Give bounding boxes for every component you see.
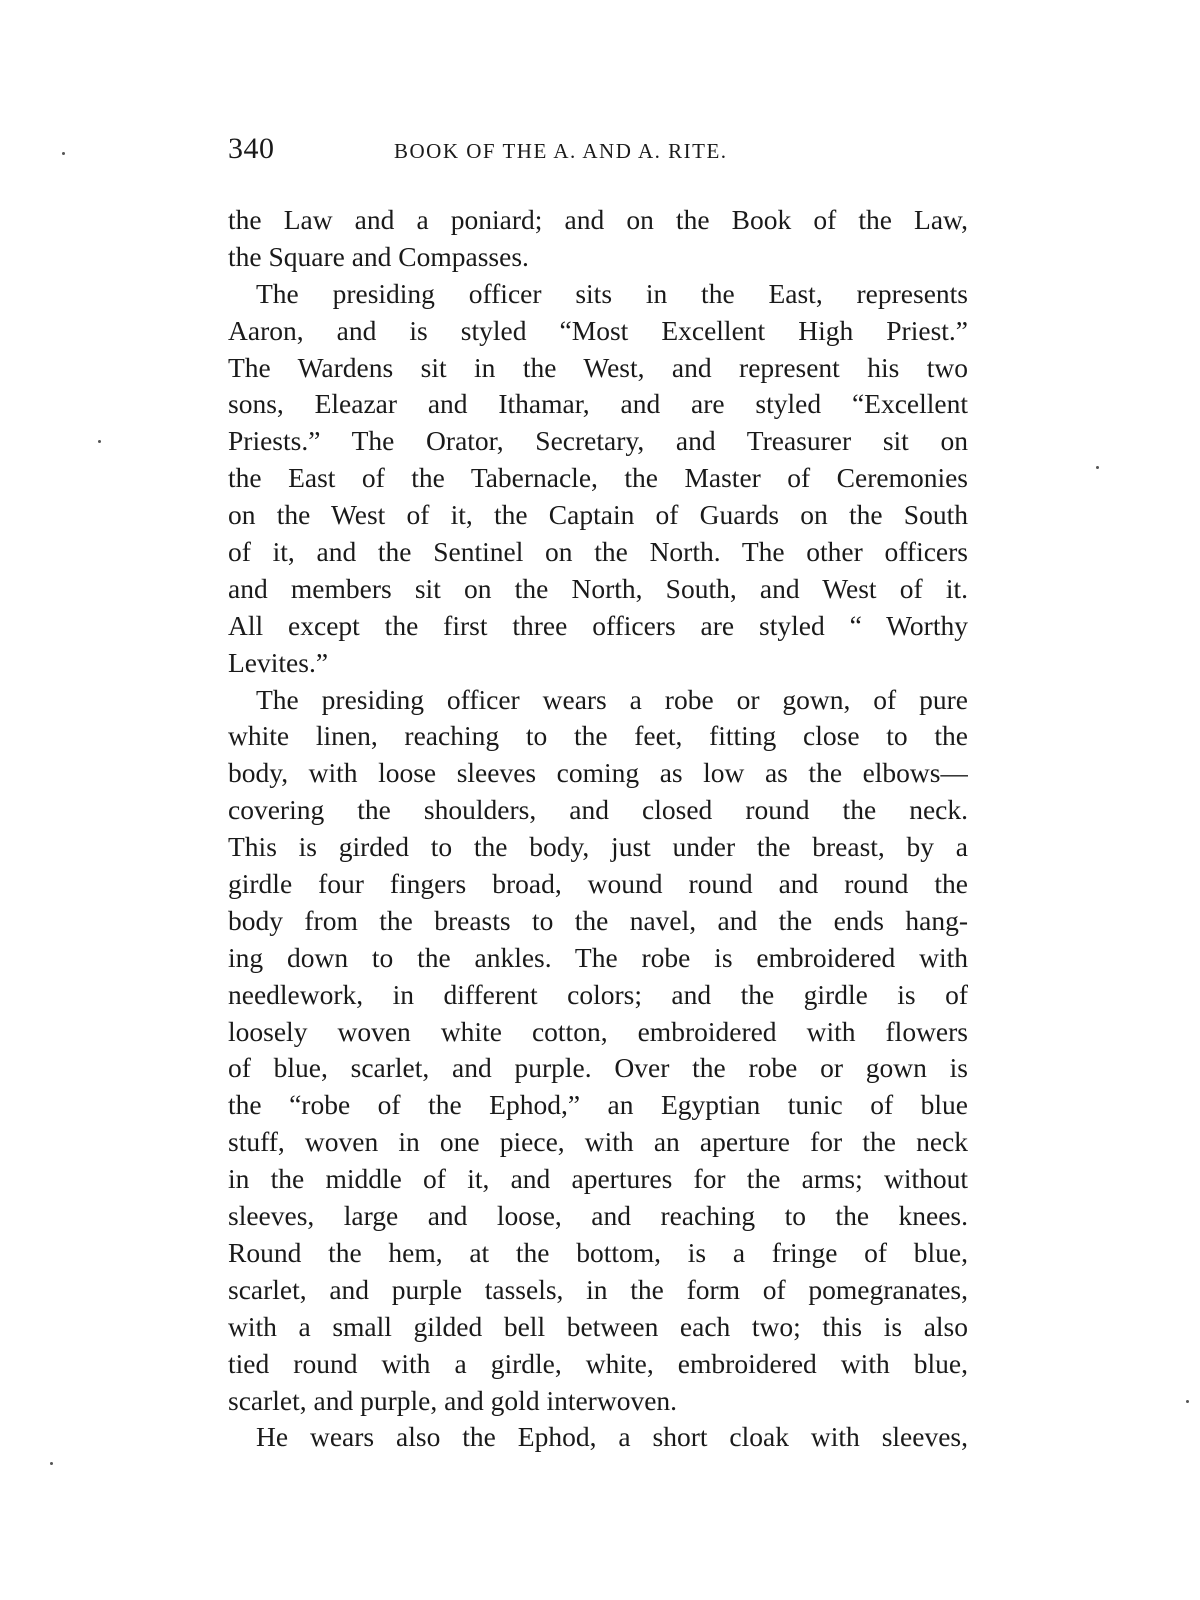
text-line: The presiding officer sits in the East, represents <box>256 277 968 309</box>
text-line: and members sit on the North, South, and West of it. <box>228 572 968 604</box>
text-line: sleeves, large and loose, and reaching to the knees. <box>228 1200 968 1232</box>
page-number: 340 <box>228 132 275 165</box>
text-line: on the West of it, the Captain of Guards on the South <box>228 499 968 531</box>
text-line: of blue, scarlet, and purple. Over the robe or gown is <box>228 1052 968 1084</box>
text-line: Priests.” The Orator, Secretary, and Treasurer sit on <box>228 425 968 457</box>
text-line: This is girded to the body, just under the breast, by a <box>228 831 968 863</box>
text-line: sons, Eleazar and Ithamar, and are styled “Excellent <box>228 388 968 420</box>
text-line: white linen, reaching to the feet, fitting close to the <box>228 720 968 752</box>
text-line: Levites.” <box>228 646 329 678</box>
scan-speck <box>50 1462 53 1465</box>
scan-speck <box>1186 1400 1189 1403</box>
text-line: The presiding officer wears a robe or gown, of pure <box>256 683 968 715</box>
running-head: BOOK OF THE A. AND A. RITE. <box>394 139 728 163</box>
text-line: He wears also the Ephod, a short cloak with sleeves, <box>256 1421 968 1453</box>
text-line: Aaron, and is styled “Most Excellent High Priest.” <box>228 314 968 346</box>
text-line: stuff, woven in one piece, with an aperture for the neck <box>228 1126 968 1158</box>
text-line: the Square and Compasses. <box>228 240 529 272</box>
text-line: body from the breasts to the navel, and the ends hang- <box>228 904 968 936</box>
text-line: All except the first three officers are styled “ Worthy <box>228 609 968 641</box>
text-line: scarlet, and purple tassels, in the form of pomegranates, <box>228 1273 968 1305</box>
text-line: Round the hem, at the bottom, is a fringe of blue, <box>228 1236 968 1268</box>
text-line: needlework, in different colors; and the girdle is of <box>228 978 968 1010</box>
scan-speck <box>1096 466 1099 469</box>
text-line: body, with loose sleeves coming as low as the elbows— <box>228 757 968 789</box>
text-line: with a small gilded bell between each two; this is also <box>228 1310 968 1342</box>
text-line: in the middle of it, and apertures for the arms; without <box>228 1163 968 1195</box>
text-line: scarlet, and purple, and gold interwoven. <box>228 1384 678 1416</box>
text-line: covering the shoulders, and closed round the neck. <box>228 794 968 826</box>
text-line: girdle four fingers broad, wound round and round the <box>228 868 968 900</box>
text-line: the East of the Tabernacle, the Master of Ceremonies <box>228 462 968 494</box>
body-text <box>228 202 968 1456</box>
text-line: of it, and the Sentinel on the North. The other officers <box>228 536 968 568</box>
text-line: the Law and a poniard; and on the Book of the Law, <box>228 204 968 235</box>
text-line: tied round with a girdle, white, embroidered with blue, <box>228 1347 968 1379</box>
page-header <box>228 132 968 172</box>
text-line: The Wardens sit in the West, and represent his two <box>228 351 968 383</box>
text-line: the “robe of the Ephod,” an Egyptian tunic of blue <box>228 1089 968 1121</box>
scan-speck <box>62 152 65 155</box>
text-line: loosely woven white cotton, embroidered with flowers <box>228 1015 968 1047</box>
text-line: ing down to the ankles. The robe is embroidered with <box>228 941 968 973</box>
scan-speck <box>98 440 101 443</box>
